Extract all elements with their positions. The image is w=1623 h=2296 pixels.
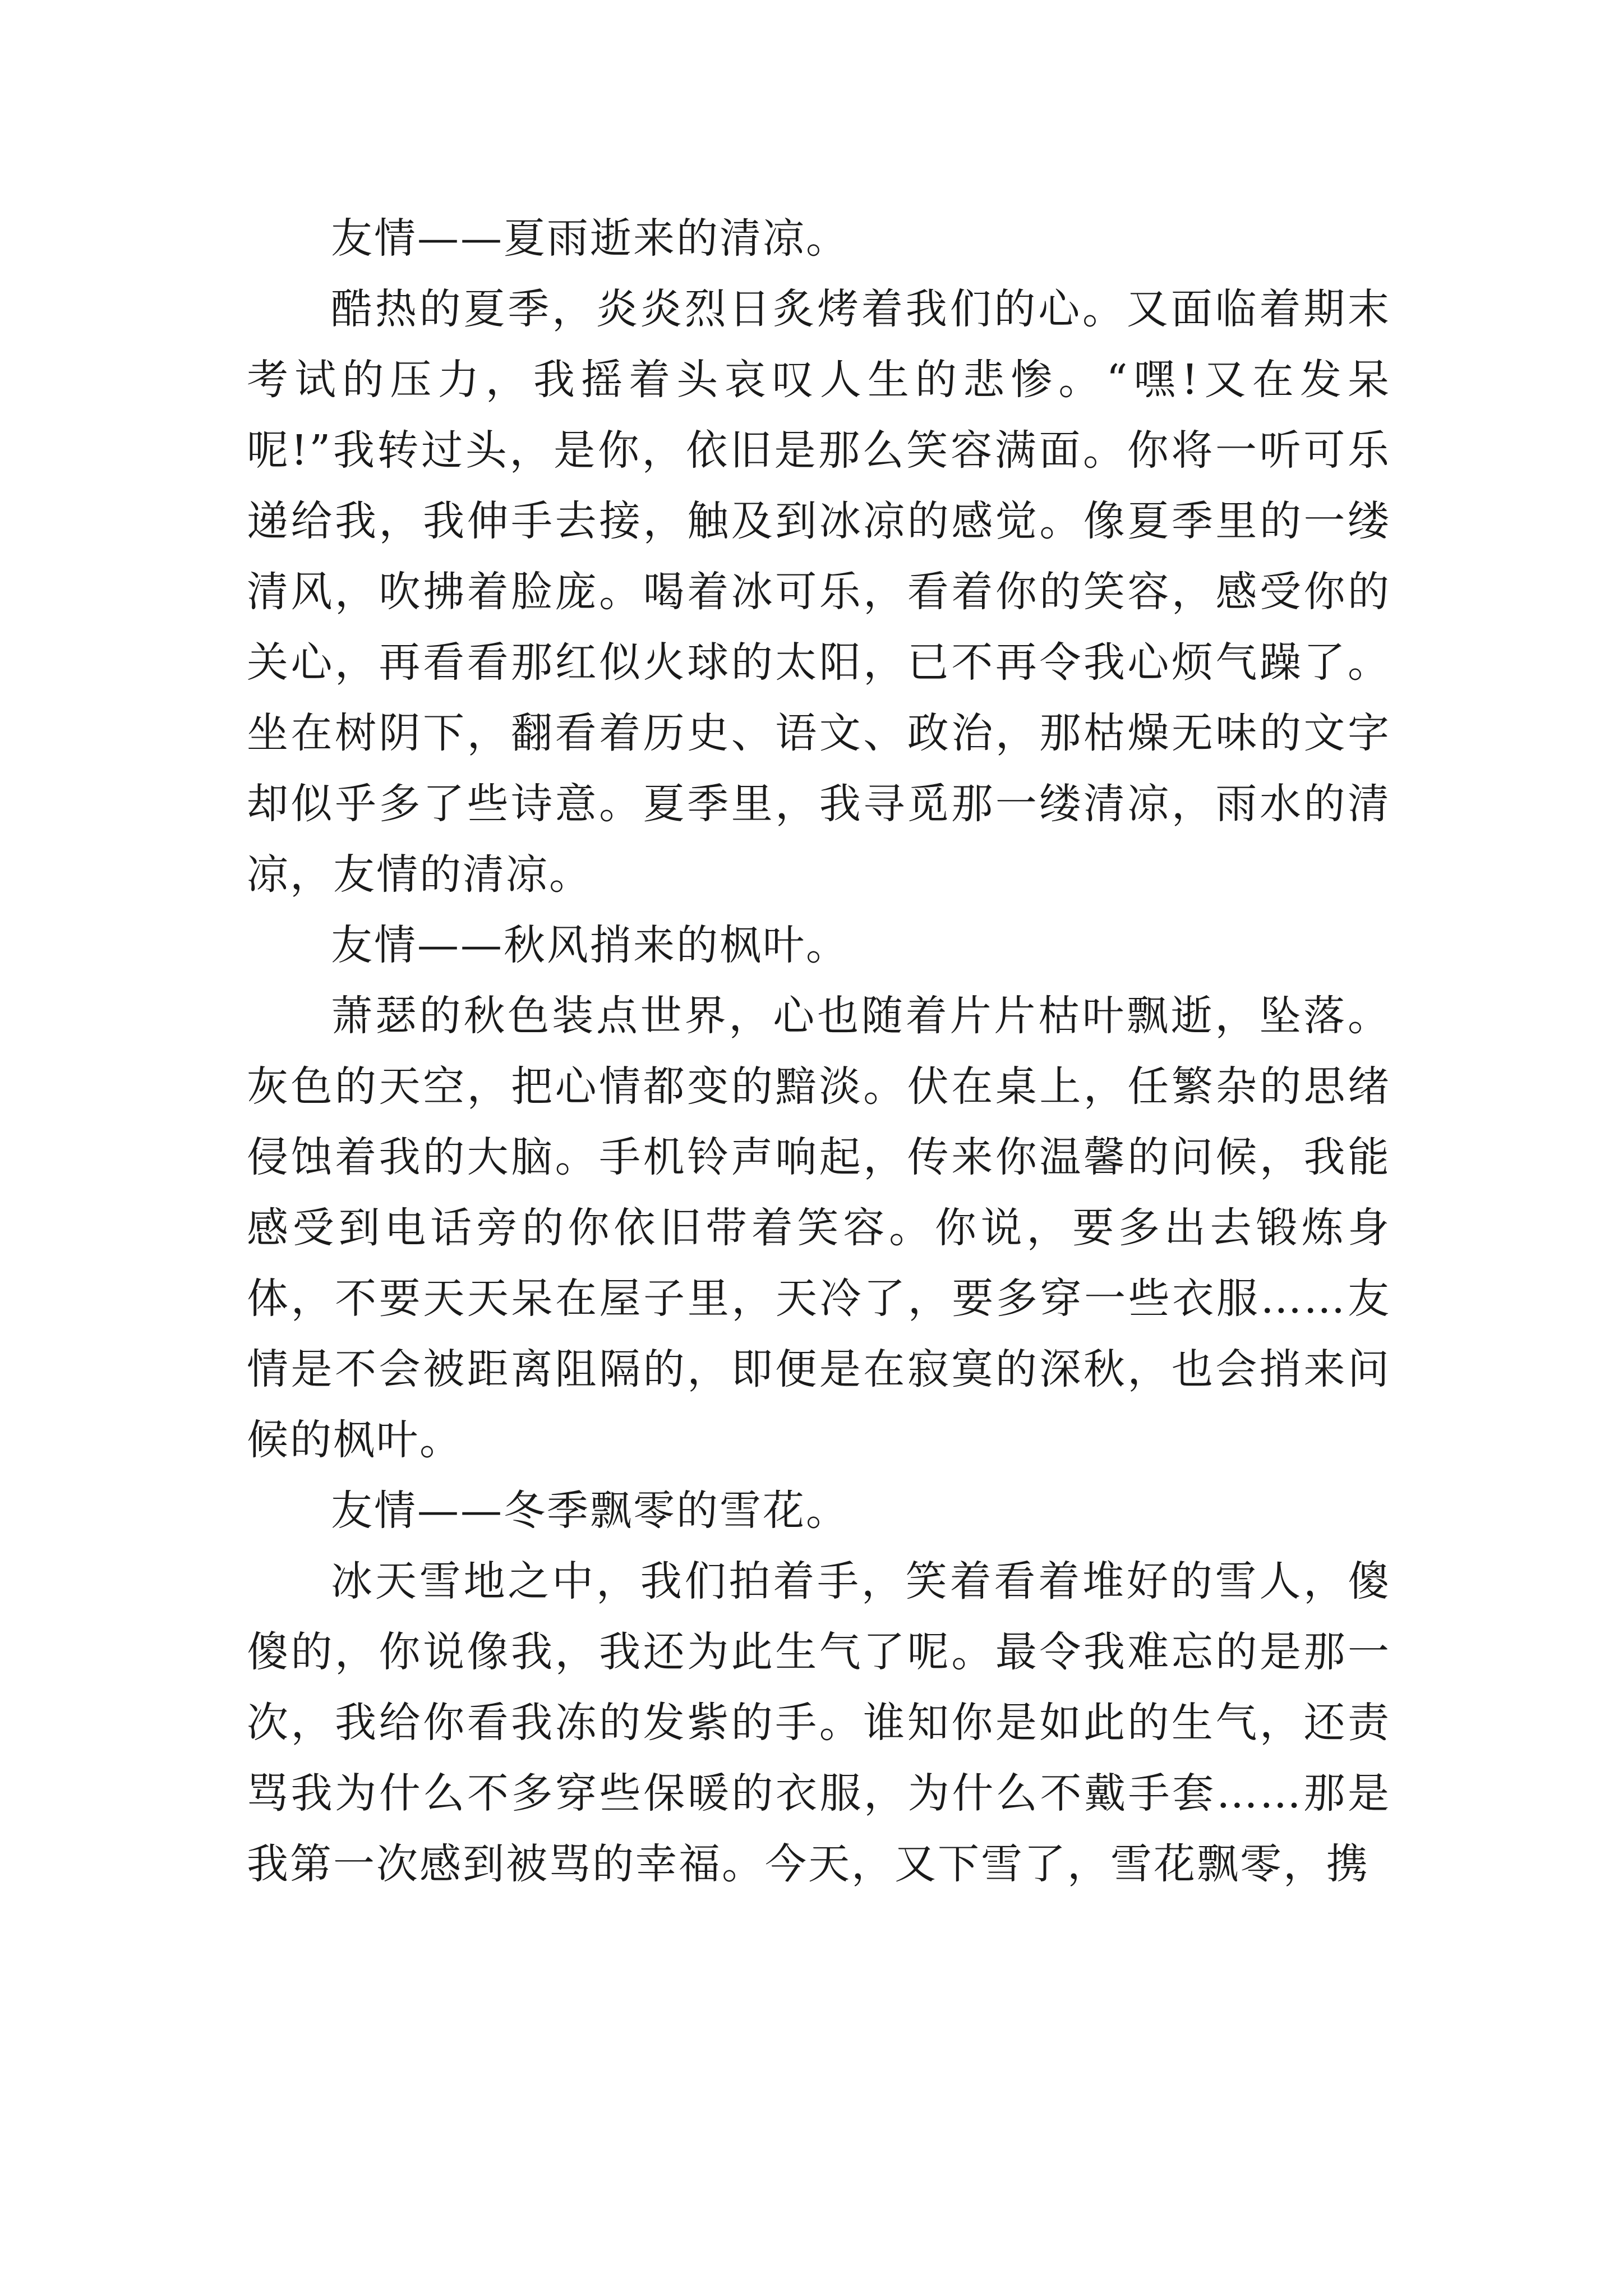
- essay-body: [247, 203, 1391, 1899]
- paragraph-summer: 酷热的夏季，炎炎烈日炙烤着我们的心。又面临着期末考试的压力，我摇着头哀叹人生的悲惨。“嘿!又在发呆呢!”我转过头，是你，依旧是那么笑容满面。你将一听可乐递给我，我伸手去接，触及到冰凉的感觉。像夏季里的一缕清风，吹拂着脸庞。喝着冰可乐，看着你的笑容，感受你的关心，再看看那红似火球的太阳，已不再令我心烦气躁了。坐在树阴下，翻看着历史、语文、政治，那枯燥无味的文字却似乎多了些诗意。夏季里，我寻觅那一缕清凉，雨水的清凉，友情的清凉。: [247, 285, 1391, 899]
- heading-autumn: 友情——秋风捎来的枫叶。: [331, 921, 849, 969]
- paragraph-winter: 冰天雪地之中，我们拍着手，笑着看着堆好的雪人，傻傻的，你说像我，我还为此生气了呢。最令我难忘的是那一次，我给你看我冻的发紫的手。谁知你是如此的生气，还责骂我为什么不多穿些保暖的衣服，为什么不戴手套……那是我第一次感到被骂的幸福。今天，又下雪了，雪花飘零，携: [247, 1557, 1391, 1888]
- heading-winter: 友情——冬季飘零的雪花。: [331, 1487, 849, 1535]
- heading-summer: 友情——夏雨逝来的清凉。: [331, 214, 849, 263]
- paragraph-autumn: 萧瑟的秋色装点世界，心也随着片片枯叶飘逝，坠落。灰色的天空，把心情都变的黯淡。伏在桌上，任繁杂的思绪侵蚀着我的大脑。手机铃声响起，传来你温馨的问候，我能感受到电话旁的你依旧带着笑容。你说，要多出去锻炼身体，不要天天呆在屋子里，天冷了，要多穿一些衣服……友情是不会被距离阻隔的，即便是在寂寞的深秋，也会捎来问候的枫叶。: [247, 992, 1391, 1464]
